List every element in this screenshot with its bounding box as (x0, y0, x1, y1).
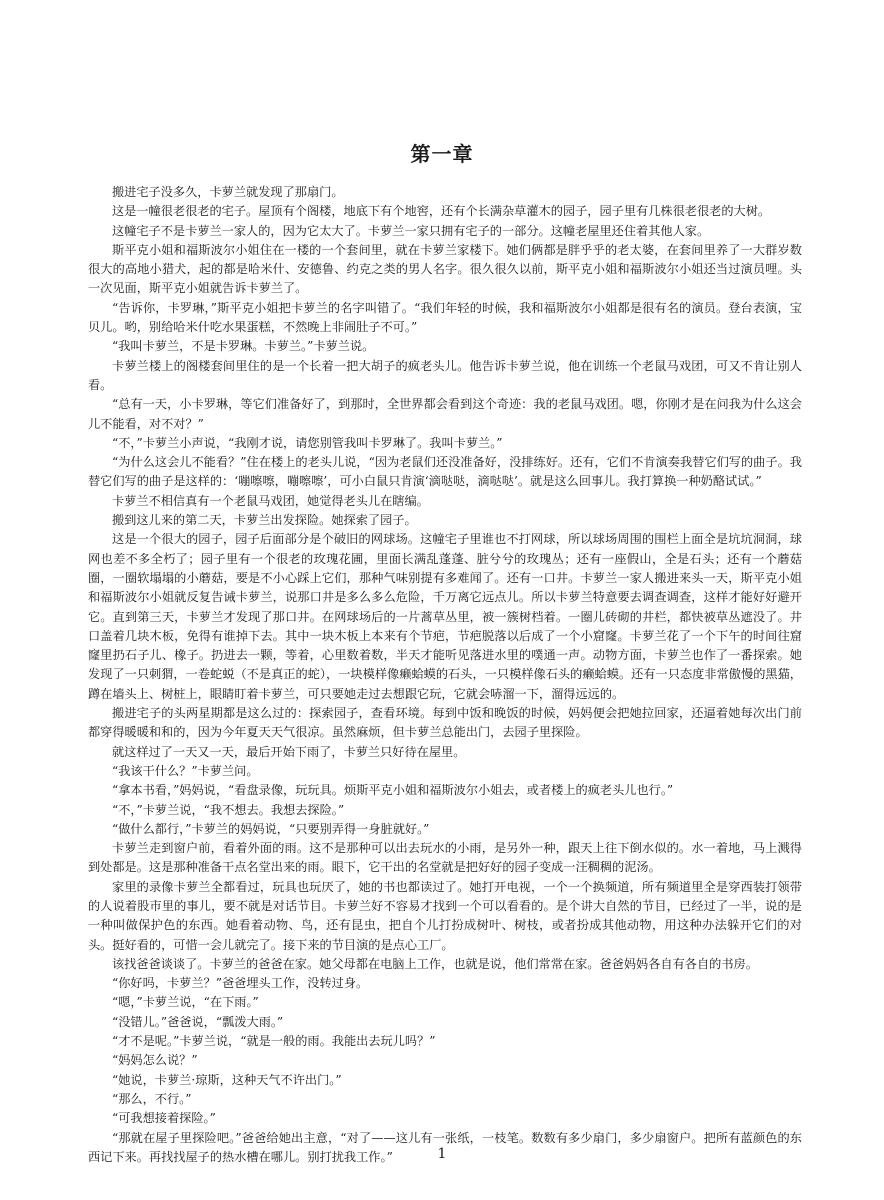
paragraph: “为什么这会儿不能看？”住在楼上的老头儿说，“因为老鼠们还没准备好，没排练好。还有，它们不肯演奏我替它们写的曲子。我替它们写的曲子是这样的：‘嘣嚓嚓，嘣嚓嚓’，可小白鼠只肯演‘滴哒哒，滴哒哒’。就是这么回事儿。我打算换一种奶酪试试。” (88, 455, 802, 489)
paragraph: “总有一天，小卡罗琳，等它们准备好了，到那时，全世界都会看到这个奇迹：我的老鼠马戏团。嗯，你刚才是在问我为什么这会儿不能看，对不对？” (88, 397, 802, 431)
paragraph: “可我想接着探险。” (112, 1111, 216, 1126)
paragraph: “做什么都行，”卡萝兰的妈妈说，“只要别弄得一身脏就好。” (112, 821, 430, 836)
chapter-title: 第一章 (410, 142, 474, 166)
paragraph: “嗯，”卡萝兰说，“在下雨。” (112, 995, 259, 1010)
paragraph: 搬到这儿来的第二天，卡萝兰出发探险。她探索了园子。 (112, 513, 417, 528)
paragraph: 该找爸爸谈谈了。卡萝兰的爸爸在家。她父母都在电脑上工作，也就是说，他们常常在家。爸爸妈妈各自有各自的书房。 (112, 956, 758, 971)
paragraph: “没错儿。”爸爸说，“瓢泼大雨。” (112, 1014, 284, 1029)
paragraph: 这是一个很大的园子，园子后面部分是个破旧的网球场。这幢宅子里谁也不打网球，所以球场周围的围栏上面全是坑坑洞洞，球网也差不多全朽了；园子里有一个很老的玫瑰花圃，里面长满乱蓬蓬、脏兮兮的玫瑰丛；还有一座假山，全是石头；还有一个蘑菇圈，一圈软塌塌的小蘑菇，要是不小心踩上它们，那种气味别提有多难闻了。还有一口井。卡萝兰一家人搬进来头一天，斯平克小姐和福斯波尔小姐就反复告诫卡萝兰，说那口井是多么多么危险，千万离它远点儿。所以卡萝兰特意要去调查调查，这样才能好好避开它。直到第三天，卡萝兰才发现了那口井。在网球场后的一片蒿草丛里，被一簇树档着。一圈儿砖砌的井栏，都快被草丛遮没了。井口盖着几块木板，免得有谁掉下去。其中一块木板上本来有个节疤，节疤脱落以后成了一个小窟窿。卡萝兰花了一个下午的时间往窟窿里扔石子儿、橡子。扔进去一颗，等着，心里数着数，半天才能听见落进水里的噗通一声。动物方面，卡萝兰也作了一番探索。她发现了一只刺猬，一卷蛇蜕（不是真正的蛇），一块模样像癞蛤蟆的石头，一只模样像石头的癞蛤蟆。还有一只态度非常傲慢的黑猫，蹲在墙头上、树桩上，眼睛盯着卡萝兰，可只要她走过去想跟它玩，它就会哧溜一下，溜得远远的。 (88, 532, 802, 701)
paragraph: 卡萝兰走到窗户前，看着外面的雨。这不是那种可以出去玩水的小雨，是另外一种，跟天上往下倒水似的。水一着地，马上溅得到处都是。这是那种准备干点名堂出来的雨。眼下，它干出的名堂就是把好好的园子变成一汪稠稠的泥汤。 (88, 841, 802, 875)
paragraph: “不，”卡萝兰说，“我不想去。我想去探险。” (112, 802, 345, 817)
chapter-body (88, 183, 802, 1167)
paragraph: 家里的录像卡萝兰全都看过，玩具也玩厌了，她的书也都读过了。她打开电视，一个一个换频道，所有频道里全是穿西装打领带的人说着股市里的事儿，要不就是对话节目。卡萝兰好不容易才找到一个可以看看的。是个讲大自然的节目，已经过了一半，说的是一种叫做保护色的东西。她看着动物、鸟，还有昆虫，把自个儿打扮成树叶、树枝，或者扮成其他动物，用这种办法躲开它们的对头。挺好看的，可惜一会儿就完了。接下来的节目演的是点心工厂。 (88, 879, 802, 952)
paragraph: 这是一幢很老很老的宅子。屋顶有个阁楼，地底下有个地窖，还有个长满杂草灌木的园子，园子里有几株很老很老的大树。 (112, 204, 771, 219)
paragraph: “那么，不行。” (112, 1091, 192, 1106)
paragraph: “拿本书看，”妈妈说，“看盘录像，玩玩具。烦斯平克小姐和福斯波尔小姐去，或者楼上的疯老头儿也行。” (112, 783, 674, 798)
paragraph: 卡萝兰楼上的阁楼套间里住的是一个长着一把大胡子的疯老头儿。他告诉卡萝兰说，他在训练一个老鼠马戏团，可又不肯让别人看。 (88, 358, 802, 392)
paragraph: 这幢宅子不是卡萝兰一家人的，因为它太大了。卡萝兰一家只拥有宅子的一部分。这幢老屋里还住着其他人家。 (112, 223, 710, 238)
paragraph: 就这样过了一天又一天，最后开始下雨了，卡萝兰只好待在屋里。 (112, 744, 466, 759)
paragraph: “我该干什么？”卡萝兰问。 (112, 763, 259, 778)
paragraph: “才不是呢。”卡萝兰说，“就是一般的雨。我能出去玩儿吗？” (112, 1034, 436, 1049)
paragraph: “她说，卡萝兰·琼斯，这种天气不许出门。” (112, 1072, 342, 1087)
paragraph: “你好吗，卡萝兰？”爸爸埋头工作，没转过身。 (112, 976, 369, 991)
paragraph: “妈妈怎么说？” (112, 1053, 198, 1068)
page-number: 1 (437, 1146, 447, 1162)
paragraph: “我叫卡萝兰，不是卡罗琳。卡萝兰。”卡萝兰说。 (112, 339, 375, 354)
paragraph: 搬进宅子的头两星期都是这么过的：探索园子，查看环境。每到中饭和晚饭的时候，妈妈便会把她拉回家，还逼着她每次出门前都穿得暖暖和和的，因为今年夏天天气很凉。虽然麻烦，但卡萝兰总能出门，去园子里探险。 (88, 706, 802, 740)
paragraph: “不，”卡萝兰小声说，“我刚才说，请您别管我叫卡罗琳了。我叫卡萝兰。” (112, 435, 503, 450)
paragraph: 卡萝兰不相信真有一个老鼠马戏团，她觉得老头儿在瞎编。 (112, 493, 429, 508)
paragraph: “那就在屋子里探险吧。”爸爸给她出主意，“对了——这儿有一张纸，一枝笔。数数有多少扇门，多少扇窗户。把所有蓝颜色的东西记下来。再找找屋子的热水槽在哪儿。别打扰我工作。” (88, 1130, 802, 1164)
paragraph: 斯平克小姐和福斯波尔小姐住在一楼的一个套间里，就在卡萝兰家楼下。她们俩都是胖乎乎的老太婆，在套间里养了一大群岁数很大的高地小猎犬，起的都是哈米什、安德鲁、约克之类的男人名字。很久很久以前，斯平克小姐和福斯波尔小姐还当过演员哩。头一次见面，斯平克小姐就告诉卡萝兰了。 (88, 242, 802, 296)
paragraph: 搬进宅子没多久，卡萝兰就发现了那扇门。 (112, 185, 344, 199)
paragraph: “告诉你，卡罗琳，”斯平克小姐把卡萝兰的名字叫错了。“我们年轻的时候，我和福斯波尔小姐都是很有名的演员。登台表演，宝贝儿。哟，别给哈米什吃水果蛋糕，不然晚上非闹肚子不可。” (88, 300, 802, 335)
